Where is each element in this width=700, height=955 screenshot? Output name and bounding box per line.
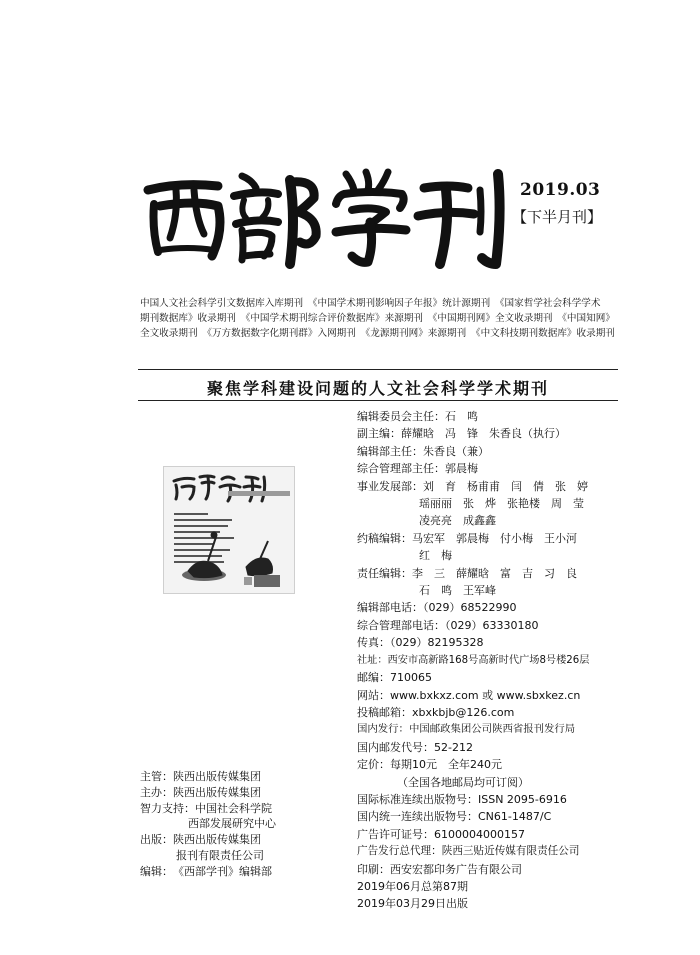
masthead-row xyxy=(140,832,276,848)
masthead-value: 《西部学刊》编辑部 xyxy=(173,864,272,878)
masthead-value: 报刊有限责任公司 xyxy=(176,848,264,862)
indexing-statement xyxy=(140,296,618,341)
info-line: 投稿邮箱：xbxkbjb@126.com xyxy=(357,705,515,719)
info-line: 国内邮发代号：52-212 xyxy=(357,740,473,754)
masthead-label: 编辑： xyxy=(140,864,173,878)
masthead-label: 主办： xyxy=(140,785,173,799)
masthead-value: 陕西出版传媒集团 xyxy=(173,770,261,783)
issue-frequency: 【下半月刊】 xyxy=(512,208,603,226)
masthead-label: 出版： xyxy=(140,833,173,847)
masthead-value: 西部发展研究中心 xyxy=(188,817,276,831)
index-line: 中国人文社会科学引文数据库入库期刊 《中国学术期刊影响因子年报》统计源期刊 《国家哲学社会科学学术 xyxy=(140,298,601,309)
info-line: 凌亮亮 成鑫鑫 xyxy=(419,514,496,528)
info-line: 综合管理部主任：郭晨梅 xyxy=(357,462,478,476)
info-line: 传真：（029）82195328 xyxy=(357,636,484,650)
info-line: 编辑委员会主任：石 鸣 xyxy=(357,410,478,423)
info-line: 网站：www.bxkxz.com 或 www.sbxkez.cn xyxy=(357,688,581,702)
index-line: 全文收录期刊 《万方数据数字化期刊群》入网期刊 《龙源期刊网》来源期刊 《中文科技期刊数据库》收录期刊 xyxy=(140,328,615,339)
masthead-row xyxy=(140,848,276,864)
cover-image-icon xyxy=(164,467,294,593)
journal-logo xyxy=(140,160,510,270)
info-line: 定价：每期10元 全年240元 xyxy=(357,758,502,772)
info-line: 石 鸣 王军峰 xyxy=(419,584,496,598)
masthead-row xyxy=(140,816,276,832)
masthead-row xyxy=(140,785,276,801)
info-line: 国际标准连续出版物号：ISSN 2095-6916 xyxy=(357,792,567,806)
masthead-value: 中国社会科学院 xyxy=(195,801,272,815)
info-line: 2019年03月29日出版 xyxy=(357,897,468,911)
index-line: 期刊数据库》收录期刊 《中国学术期刊综合评价数据库》来源期刊 《中国期刊网》全文收录期刊 《中国知网》 xyxy=(140,313,615,324)
cover-thumbnail xyxy=(163,466,295,594)
masthead-value: 陕西出版传媒集团 xyxy=(173,785,261,799)
info-line: 邮编：710065 xyxy=(357,671,432,685)
masthead-row xyxy=(140,801,276,817)
divider-top xyxy=(138,369,618,370)
info-line: 事业发展部：刘 育 杨甫甫 闫 倩 张 婷 xyxy=(357,479,588,493)
masthead-value: 陕西出版传媒集团 xyxy=(173,833,261,847)
masthead-label: 主管： xyxy=(140,770,173,783)
info-line: 广告许可证号：6100004000157 xyxy=(357,827,525,841)
calligraphy-logo-icon xyxy=(140,160,510,270)
info-line: 红 梅 xyxy=(419,549,452,563)
issue-date: 2019.03 xyxy=(520,180,601,200)
masthead-label: 智力支持： xyxy=(140,801,195,815)
publication-info xyxy=(357,408,619,913)
info-line: （全国各地邮局均可订阅） xyxy=(397,775,529,789)
info-line: 约稿编辑：马宏军 郭晨梅 付小梅 王小河 xyxy=(357,531,577,545)
info-line: 综合管理部电话：（029）63330180 xyxy=(357,618,539,632)
info-line: 副主编：薛耀晗 冯 锋 朱香良（执行） xyxy=(357,427,566,441)
info-line: 编辑部主任：朱香良（兼） xyxy=(357,444,489,458)
masthead-block xyxy=(140,769,276,880)
divider-bottom xyxy=(138,400,618,401)
info-line: 广告发行总代理：陕西三贴近传媒有限责任公司 xyxy=(357,845,580,858)
info-line: 国内发行：中国邮政集团公司陕西省报刊发行局 xyxy=(357,723,576,736)
info-line: 2019年06月总第87期 xyxy=(357,879,468,893)
info-line: 编辑部电话：（029）68522990 xyxy=(357,601,517,615)
info-line: 印刷：西安宏都印务广告有限公司 xyxy=(357,862,522,876)
info-line: 责任编辑：李 三 薛耀晗 富 吉 习 良 xyxy=(357,566,577,580)
info-line: 瑶丽丽 张 烨 张艳楼 周 莹 xyxy=(419,497,584,511)
masthead-row xyxy=(140,769,276,785)
journal-slogan: 聚焦学科建设问题的人文社会科学学术期刊 xyxy=(206,379,549,398)
masthead-row xyxy=(140,864,276,880)
info-line: 社址：西安市高新路168号高新时代广场8号楼26层 xyxy=(357,654,590,666)
info-line: 国内统一连续出版物号：CN61-1487/C xyxy=(357,810,552,824)
